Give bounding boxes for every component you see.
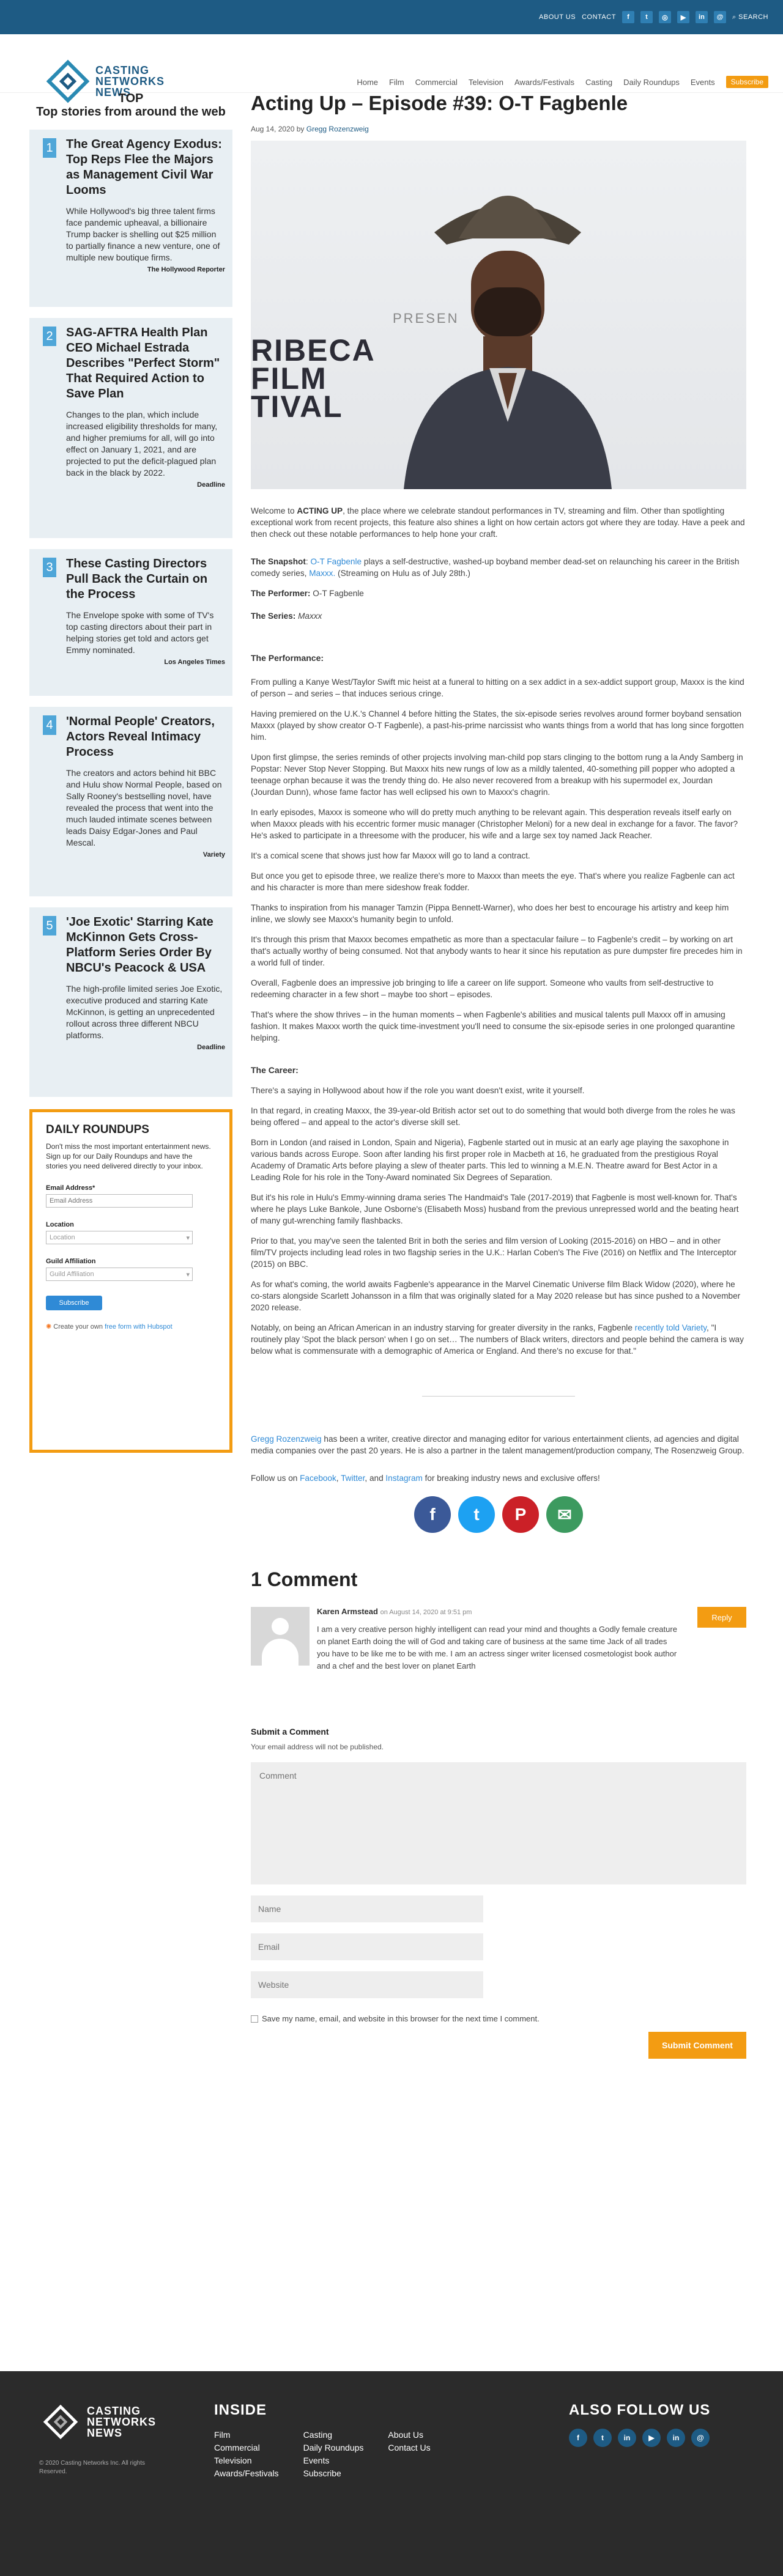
- email-icon[interactable]: @: [714, 11, 726, 23]
- follow-us-line: Follow us on Facebook, Twitter, and Instagram for breaking industry news and exclusive offers!: [251, 1474, 600, 1483]
- snapshot-streaming: (Streaming on Hulu as of July 28th.): [338, 569, 470, 578]
- performer-value: O-T Fagbenle: [313, 589, 364, 598]
- logo-line-2: NETWORKS: [95, 75, 165, 87]
- sidebar-title-sub: Top stories from around the web: [36, 105, 226, 119]
- comment-text: I am a very creative person highly intelligent can read your mind and thoughts a Godly female creature on planet Earth doing the will of God and taking care of business at the same time Jack of all trades you have to be like me to be with me. I am an actress singer writer licensed cosmetologist book author and a chef and the best lover on planet Earth: [317, 1625, 677, 1670]
- career-last-quote: , "I routinely play 'Spot the black person' when I go on set… The numbers of Black writers, directors and people behind the camera is way below what is commensurate with a demographic of America or England. And there's no excuse for that.": [251, 1323, 744, 1356]
- performance-paragraph: Having premiered on the U.K.'s Channel 4 before hitting the States, the six-episode series revolves around former boyband sensation Maxxx (played by show creator O-T Fagbenle), a past-his-prime narcissist who wants things from a world that has long since forgotten him.: [251, 709, 744, 742]
- facebook-link[interactable]: Facebook: [300, 1474, 336, 1483]
- footer-inside: [214, 2402, 431, 2480]
- story-title[interactable]: 'Joe Exotic' Starring Kate McKinnon Gets Cross-Platform Series Order By NBCU's Peacock & USA: [66, 915, 213, 975]
- contact-link[interactable]: CONTACT: [582, 13, 616, 21]
- youtube-icon[interactable]: ▶: [677, 11, 689, 23]
- performance-paragraph: Overall, Fagbenle does an impressive job bringing to life a career on life support. Someone who vaults from self-destructive to redeeming character in a few short – maybe too short – episodes.: [251, 978, 714, 999]
- footer-logo-line-1: CASTING: [87, 2405, 141, 2417]
- location-value: Location: [50, 1234, 75, 1241]
- nav-home[interactable]: Home: [357, 77, 379, 87]
- story-desc: While Hollywood's big three talent firms face pandemic upheaval, a billionaire Trump backer is shelling out $25 million to partially finance a new venture, one of multiple new boutique firms.: [66, 206, 220, 262]
- footer-col: [303, 2429, 364, 2480]
- roundup-title: DAILY ROUNDUPS: [46, 1123, 149, 1136]
- performance-paragraph: Thanks to inspiration from his manager Tamzin (Pippa Bennett-Warner), who does her best to encourage his artistry and keep him inline, we slowly see Maxxx's humanity begin to unfold.: [251, 903, 729, 924]
- email-label: Email Address*: [46, 1184, 95, 1192]
- share-facebook-icon[interactable]: f: [414, 1496, 451, 1533]
- story-card[interactable]: [29, 130, 232, 307]
- nav-television[interactable]: Television: [468, 77, 503, 87]
- series-line: [251, 610, 746, 622]
- share-buttons: [251, 1496, 746, 1533]
- performance-paragraph: Upon first glimpse, the series reminds of other projects involving man-child pop stars clinging to the bottom rung a la Andy Samberg in Popstar: Never Stop Never Stopping. But Maxxx hits new rungs of low as a mildly talented, 40-something pill popper who adopted a teenage orphan because it was the trendy thing do. He also never recovered from a breakup with his supermodel ex, Jourdan (Jourdan Dunn), whose fame factor has well eclipsed his own to Maxxx's chagrin.: [251, 753, 743, 797]
- performance-paragraph: It's through this prism that Maxxx becomes empathetic as more than a spectacular failure – to Fagbenle's credit – by working on art that's actually worthy of being consumed. Not that anybody wants to hear it since his reputation as pure dumpster fire precedes him in a world full of tinder.: [251, 935, 743, 967]
- story-title[interactable]: The Great Agency Exodus: Top Reps Flee the Majors as Management Civil War Looms: [66, 138, 222, 197]
- series-label: The Series:: [251, 611, 296, 621]
- footer-link[interactable]: Casting: [303, 2430, 333, 2440]
- career-paragraph: In that regard, in creating Maxxx, the 39-year-old British actor set out to do something that would both diverge from the roles he was being offered – and appeal to the actor's diverse skill set.: [251, 1106, 735, 1127]
- share-pinterest-icon[interactable]: P: [502, 1496, 539, 1533]
- footer-links: [214, 2429, 431, 2480]
- inside-heading: INSIDE: [214, 2402, 267, 2418]
- linkedin-icon[interactable]: in: [618, 2429, 636, 2447]
- search-link[interactable]: ⌕ SEARCH: [732, 13, 768, 21]
- avatar: [251, 1607, 310, 1666]
- footer-link[interactable]: Subscribe: [303, 2468, 341, 2478]
- comment-author-name: Karen Armstead: [317, 1607, 378, 1616]
- hubspot-link[interactable]: free form with Hubspot: [105, 1323, 173, 1330]
- sidebar-title-top: TOP: [118, 92, 144, 105]
- series-value: Maxxx: [298, 611, 322, 621]
- footer-follow: [569, 2402, 710, 2447]
- nav-subscribe-button[interactable]: Subscribe: [726, 76, 768, 88]
- story-number: 3: [43, 558, 56, 577]
- nav-daily-roundups[interactable]: Daily Roundups: [623, 77, 680, 87]
- share-email-icon[interactable]: ✉: [546, 1496, 583, 1533]
- performance-paragraph: It's a comical scene that shows just how far Maxxx will go to land a contract.: [251, 851, 530, 860]
- performer-line: [251, 588, 746, 599]
- comments-heading: 1 Comment: [251, 1568, 358, 1590]
- logo-mark-icon: [43, 2405, 78, 2439]
- top-bar: [0, 0, 783, 34]
- article-divider: [422, 1396, 575, 1397]
- nav-film[interactable]: Film: [389, 77, 404, 87]
- twitter-icon[interactable]: t: [593, 2429, 612, 2447]
- footer-link[interactable]: Contact Us: [388, 2443, 431, 2452]
- presents-backdrop-text: PRESEN: [393, 311, 459, 326]
- footer-col: [214, 2429, 279, 2480]
- footer-link[interactable]: Events: [303, 2456, 330, 2465]
- comment-textarea[interactable]: [251, 1762, 746, 1884]
- comment-form: [251, 1727, 746, 2050]
- name-field[interactable]: [251, 1895, 483, 1922]
- story-number: 1: [43, 138, 56, 158]
- story-title[interactable]: 'Normal People' Creators, Actors Reveal Intimacy Process: [66, 715, 215, 759]
- submit-comment-button[interactable]: Submit Comment: [648, 2032, 746, 2059]
- location-label: Location: [46, 1221, 74, 1228]
- main-nav: [357, 76, 768, 88]
- daily-roundups-form: [29, 1109, 232, 1453]
- performance-paragraph: That's where the show thrives – in the human moments – when Fagbenle's abilities and musical talents pull Maxxx off in amusing fashion. It makes Maxxx worth the quick time-investment you'll need to consume the six-episode series in one prolonged quarantine helping.: [251, 1010, 735, 1043]
- article: [251, 92, 746, 2050]
- email-icon[interactable]: @: [691, 2429, 710, 2447]
- footer-logo-line-2: NETWORKS: [87, 2416, 156, 2428]
- performance-paragraph: But once you get to episode three, we realize there's more to Maxxx than meets the eye. That's where you realize Fagbenle can act and his character is more than mere sideshow freak fodder.: [251, 871, 735, 892]
- performer-link[interactable]: O-T Fagbenle: [310, 557, 362, 566]
- sidebar: [29, 92, 232, 1453]
- story-desc: The creators and actors behind hit BBC and Hulu show Normal People, based on Sally Rooney's bestselling novel, have revealed the process that went into the much lauded intimate scenes between leads Daisy Edgar-Jones and Paul Mescal.: [66, 768, 222, 847]
- instagram-icon[interactable]: ◎: [659, 11, 671, 23]
- performance-paragraph: In early episodes, Maxxx is someone who will do pretty much anything to be relevant again. This desperation reveals itself early on when Maxxx pleads with his eccentric former music manager (Christopher Meloni) for a new deal in exchange for a favor. The favor? He's asked to participate in a threesome with the producer, his wife and a large sex toy named Jack Reacher.: [251, 808, 738, 840]
- footer-link[interactable]: Daily Roundups: [303, 2443, 364, 2452]
- story-number: 5: [43, 916, 56, 936]
- author-bio-link[interactable]: Gregg Rozenzweig: [251, 1434, 322, 1444]
- performance-paragraph: From pulling a Kanye West/Taylor Swift mic heist at a funeral to hitting on a sex addict in a sex-addict support group, Maxxx is the kind of person – and series – that induces serious cringe.: [251, 677, 744, 698]
- footer-logo[interactable]: [39, 2401, 156, 2443]
- footer-link[interactable]: Commercial: [214, 2443, 260, 2452]
- story-title[interactable]: SAG-AFTRA Health Plan CEO Michael Estrada Describes "Perfect Storm" That Required Action to Save Plan: [66, 326, 220, 400]
- email-field[interactable]: [46, 1194, 193, 1208]
- story-title[interactable]: These Casting Directors Pull Back the Curtain on the Process: [66, 557, 208, 601]
- author-link[interactable]: Gregg Rozenzweig: [306, 125, 369, 133]
- acting-up-label: ACTING UP: [297, 506, 343, 515]
- about-us-link[interactable]: ABOUT US: [539, 13, 576, 21]
- site-footer: [0, 2371, 783, 2576]
- subscribe-button[interactable]: Subscribe: [46, 1296, 102, 1310]
- nav-casting[interactable]: Casting: [585, 77, 613, 87]
- instagram-link[interactable]: Instagram: [385, 1474, 423, 1483]
- guild-value: Guild Affiliation: [50, 1271, 94, 1278]
- snapshot-text: plays a self-destructive, washed-up boyband member dead-set on relaunching his career in the British comedy series,: [251, 557, 740, 578]
- reply-button[interactable]: Reply: [697, 1607, 746, 1628]
- email-input[interactable]: [251, 1933, 483, 1960]
- site-header: [0, 34, 783, 98]
- story-desc: The high-profile limited series Joe Exotic, executive produced and starring Kate McKinnon, is getting an unprecedented rollout across three different NBCU platforms.: [66, 984, 223, 1040]
- snapshot-paragraph: [251, 556, 746, 579]
- instagram-icon[interactable]: in: [667, 2429, 685, 2447]
- story-source: Los Angeles Times: [164, 659, 225, 666]
- comment-item: [251, 1607, 746, 1727]
- facebook-icon[interactable]: f: [569, 2429, 587, 2447]
- nav-commercial[interactable]: Commercial: [415, 77, 458, 87]
- youtube-icon[interactable]: ▶: [642, 2429, 661, 2447]
- story-source: Deadline: [197, 481, 225, 489]
- hero-image: [251, 141, 746, 489]
- follow-heading: ALSO FOLLOW US: [569, 2402, 711, 2418]
- share-twitter-icon[interactable]: t: [458, 1496, 495, 1533]
- footer-link[interactable]: Television: [214, 2456, 252, 2465]
- actor-portrait: [392, 141, 624, 489]
- nav-events[interactable]: Events: [690, 77, 715, 87]
- roundup-desc: Don't miss the most important entertainment news. Sign up for our Daily Roundups and have the stories you need delivered directly to your inbox.: [46, 1142, 211, 1170]
- career-paragraph: As for what's coming, the world awaits Fagbenle's appearance in the Marvel Cinematic Universe film Black Widow (2020), where he co-stars alongside Scarlett Johansson in a film that was originally slated for a May 2020 release but has since pushed to a November 2020 release.: [251, 1280, 741, 1312]
- story-card[interactable]: [29, 907, 232, 1097]
- career-paragraph: Prior to that, you may've seen the talented Brit in both the series and film version of Looking (2015-2016) on HBO – and in other film/TV projects including lead roles in two flagship series in the U.K.: Harlan Coben's The Five (2016) on Netflix and The Interceptor (2015) on BBC.: [251, 1236, 737, 1269]
- comment-author: [317, 1607, 746, 1616]
- career-paragraph: There's a saying in Hollywood about how if the role you want doesn't exist, write it yourself.: [251, 1086, 585, 1095]
- save-info-row: [251, 2014, 746, 2023]
- story-desc: Changes to the plan, which include increased eligibility thresholds for many, and higher premiums for all, will go into effect on January 1, 2021, and are projected to put the deficit-plagued plan back in the black by 2022.: [66, 410, 218, 478]
- series-link[interactable]: Maxxx.: [309, 569, 336, 578]
- story-source: Variety: [202, 851, 225, 858]
- variety-link[interactable]: recently told Variety: [634, 1323, 707, 1332]
- guild-label: Guild Affiliation: [46, 1258, 96, 1265]
- story-card[interactable]: [29, 318, 232, 538]
- hubspot-text: Create your own: [53, 1323, 103, 1330]
- submit-comment-note: Your email address will not be published.: [251, 1743, 384, 1751]
- sidebar-title: [29, 92, 232, 119]
- search-label: SEARCH: [738, 13, 768, 21]
- top-links: [539, 0, 768, 34]
- footer-link[interactable]: Film: [214, 2430, 231, 2440]
- logo-line-3: NEWS: [95, 86, 131, 98]
- logo-line-1: CASTING: [95, 64, 149, 76]
- story-desc: The Envelope spoke with some of TV's top casting directors about their part in helping stories get told and actors get Emmy nominated.: [66, 610, 214, 655]
- snapshot-colon: :: [305, 557, 308, 566]
- footer-socials: [569, 2429, 710, 2447]
- twitter-link[interactable]: Twitter: [341, 1474, 365, 1483]
- article-date: Aug 14, 2020 by: [251, 125, 305, 133]
- author-bio: [251, 1433, 746, 1456]
- intro-paragraph: [251, 505, 746, 540]
- story-number: 4: [43, 715, 56, 735]
- author-bio-text: has been a writer, creative director and managing editor for various entertainment clients, ad agencies and digital media companies over the past 20 years. He is also a partner in the talent management/production company, The Rosenzweig Group.: [251, 1434, 744, 1455]
- footer-link[interactable]: Awards/Festivals: [214, 2468, 279, 2478]
- footer-link[interactable]: About Us: [388, 2430, 423, 2440]
- story-source: The Hollywood Reporter: [147, 266, 225, 273]
- follow-and: , and: [365, 1474, 384, 1483]
- location-select[interactable]: [46, 1231, 193, 1244]
- comment-date[interactable]: on August 14, 2020 at 9:51 pm: [380, 1609, 472, 1616]
- hubspot-note: [46, 1323, 216, 1330]
- submit-comment-heading: Submit a Comment: [251, 1727, 329, 1736]
- career-paragraph: [251, 1322, 746, 1357]
- article-body: [251, 505, 746, 1484]
- career-paragraph: But it's his role in Hulu's Emmy-winning drama series The Handmaid's Tale (2017-2019) that Fagbenle is most well-known for. That's where he plays Luke Bankole, June Osborne's (Elisabeth Moss) husband from the previous unrepressed world and the beating heart of many gut-wrenching family flashbacks.: [251, 1193, 739, 1225]
- save-info-checkbox[interactable]: [251, 2015, 258, 2023]
- snapshot-label: The Snapshot: [251, 557, 306, 566]
- website-field[interactable]: [251, 1971, 483, 1998]
- career-last-text: Notably, on being an African American in an industry starving for greater diversity in the ranks, Fagbenle: [251, 1323, 633, 1332]
- article-meta: [251, 125, 746, 133]
- intro-text-c: , the place where we celebrate standout performances in TV, streaming and film. Other than spotlighting exceptional work from recent projects, this feature also shines a light on how certain actors got where they are today. Have a peek and then check out these notable performances to help hone your craft.: [251, 506, 745, 539]
- copyright: © 2020 Casting Networks Inc. All rights Reserved.: [39, 2460, 145, 2475]
- hubspot-icon: ✺: [46, 1323, 52, 1330]
- linkedin-icon[interactable]: in: [696, 11, 708, 23]
- chevron-down-icon: ▾: [186, 1271, 190, 1279]
- performer-label: The Performer:: [251, 589, 311, 598]
- story-card[interactable]: [29, 549, 232, 696]
- career-heading: The Career:: [251, 1065, 299, 1075]
- footer-logo-text: [87, 2405, 156, 2438]
- story-source: Deadline: [197, 1044, 225, 1051]
- story-number: 2: [43, 327, 56, 346]
- chevron-down-icon: ▾: [186, 1234, 190, 1242]
- intro-text-a: Welcome to: [251, 506, 295, 515]
- save-info-label: Save my name, email, and website in this browser for the next time I comment.: [262, 2014, 540, 2023]
- footer-col: [388, 2429, 430, 2480]
- story-card[interactable]: [29, 707, 232, 896]
- facebook-icon[interactable]: f: [622, 11, 634, 23]
- performance-heading: The Performance:: [251, 653, 324, 663]
- festival-backdrop-text: RIBECA FILM TIVAL: [251, 333, 376, 424]
- twitter-icon[interactable]: t: [640, 11, 653, 23]
- career-paragraph: Born in London (and raised in London, Spain and Nigeria), Fagbenle started out in music at an early age playing the saxophone in various bands across Europe. Soon after landing his first proper role in Macbeth at 16, he graduated from the prestigious Royal Academy of Dramatic Arts before playing a slew of theater parts. This led to winning a M.E.N. Theatre award for Best Actor in a Leading Role for his role in the Tony-Award nominated Six Degrees of Separation.: [251, 1138, 729, 1182]
- follow-text: Follow us on: [251, 1474, 298, 1483]
- footer-logo-line-3: NEWS: [87, 2427, 122, 2439]
- article-title: Acting Up – Episode #39: O-T Fagbenle: [251, 92, 628, 114]
- follow-text-b: for breaking industry news and exclusive offers!: [425, 1474, 600, 1483]
- guild-select[interactable]: [46, 1268, 193, 1281]
- nav-awards[interactable]: Awards/Festivals: [514, 77, 575, 87]
